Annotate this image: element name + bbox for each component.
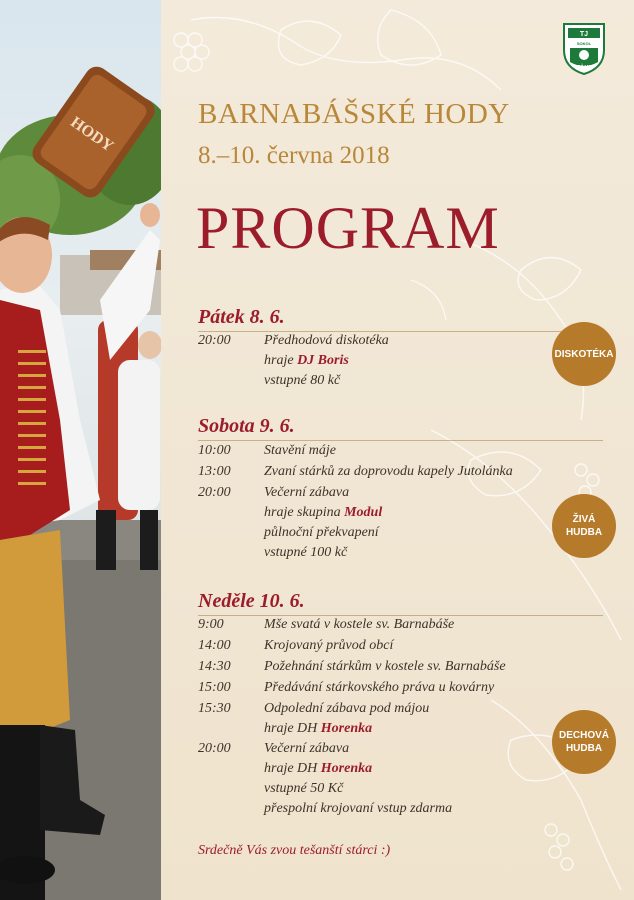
event-desc: Požehnání stárkům v kostele sv. Barnabáše bbox=[264, 659, 506, 674]
schedule-row bbox=[198, 464, 513, 480]
event-time: 13:00 bbox=[198, 464, 231, 479]
badge-disco: DISKOTÉKA bbox=[552, 322, 616, 386]
day-heading-saturday: Sobota 9. 6. bbox=[198, 415, 295, 437]
event-desc: Večerní zábava bbox=[264, 741, 350, 756]
event-title: BARNABÁŠSKÉ HODY bbox=[198, 98, 510, 130]
schedule-row bbox=[198, 701, 429, 717]
schedule-row bbox=[198, 741, 349, 757]
event-desc: Stavění máje bbox=[264, 443, 336, 458]
schedule-row bbox=[198, 333, 389, 349]
performer-name: Horenka bbox=[320, 761, 373, 776]
event-time: 20:00 bbox=[198, 741, 231, 756]
event-desc: Zvaní stárků za doprovodu kapely Jutolánka bbox=[264, 464, 513, 479]
divider bbox=[198, 440, 603, 441]
subline-text: hraje DH bbox=[264, 721, 321, 736]
performer-name: Modul bbox=[344, 505, 383, 520]
badge-line: ŽIVÁ bbox=[572, 514, 596, 525]
event-time: 20:00 bbox=[198, 333, 231, 348]
schedule-row bbox=[198, 443, 336, 459]
badge-line: HUDBA bbox=[565, 743, 603, 754]
program-panel bbox=[161, 0, 634, 900]
performer-name: DJ Boris bbox=[297, 353, 349, 368]
day-heading-sunday: Neděle 10. 6. bbox=[198, 590, 305, 612]
badge-line: DECHOVÁ bbox=[558, 730, 609, 741]
logo-top-text: TJ bbox=[579, 31, 589, 38]
sign-text: HODY bbox=[67, 113, 117, 156]
club-logo bbox=[560, 20, 608, 76]
event-time: 10:00 bbox=[198, 443, 231, 458]
event-subline bbox=[264, 353, 349, 369]
invitation-footer: Srdečně Vás zvou tešanští stárci :) bbox=[198, 843, 391, 858]
divider bbox=[198, 331, 603, 332]
event-desc: Předávání stárkovského práva u kovárny bbox=[264, 680, 495, 695]
event-subline: půlnoční překvapení bbox=[264, 525, 379, 540]
event-subline bbox=[264, 721, 372, 737]
admission-text: vstupné 100 kč bbox=[264, 545, 348, 560]
program-heading: PROGRAM bbox=[196, 195, 500, 261]
event-time: 14:00 bbox=[198, 638, 231, 653]
event-time: 15:00 bbox=[198, 680, 231, 695]
admission-text: vstupné 50 Kč bbox=[264, 781, 344, 796]
event-time: 9:00 bbox=[198, 617, 224, 632]
admission-text: vstupné 80 kč bbox=[264, 373, 341, 388]
event-time: 15:30 bbox=[198, 701, 231, 716]
event-desc: Mše svatá v kostele sv. Barnabáše bbox=[264, 617, 455, 632]
schedule-row bbox=[198, 617, 454, 633]
day-heading-friday: Pátek 8. 6. bbox=[198, 306, 285, 328]
logo-mid-text: SOKOL bbox=[576, 41, 592, 46]
event-desc: Krojovaný průvod obcí bbox=[264, 638, 394, 653]
logo-bottom-text: TEŠANY bbox=[574, 64, 594, 69]
event-subline bbox=[264, 505, 382, 521]
subline-text: hraje skupina bbox=[264, 505, 345, 520]
event-dates: 8.–10. června 2018 bbox=[198, 142, 390, 169]
event-subline: přespolní krojovaní vstup zdarma bbox=[264, 801, 453, 816]
event-subline bbox=[264, 761, 372, 777]
event-time: 20:00 bbox=[198, 485, 231, 500]
subline-text: hraje DH bbox=[264, 761, 321, 776]
schedule-row bbox=[198, 638, 393, 654]
subline-text: hraje bbox=[264, 353, 298, 368]
event-desc: Odpolední zábava pod májou bbox=[264, 701, 430, 716]
divider bbox=[198, 615, 603, 616]
schedule-row bbox=[198, 659, 506, 675]
event-desc: Předhodová diskotéka bbox=[264, 333, 389, 348]
badge-brass-band bbox=[552, 710, 616, 774]
performer-name: Horenka bbox=[320, 721, 373, 736]
badge-live-music bbox=[552, 494, 616, 558]
event-time: 14:30 bbox=[198, 659, 231, 674]
schedule-row bbox=[198, 680, 494, 696]
schedule-row bbox=[198, 485, 349, 501]
event-desc: Večerní zábava bbox=[264, 485, 350, 500]
badge-line: HUDBA bbox=[565, 527, 603, 538]
folk-costume-photo bbox=[0, 0, 161, 900]
